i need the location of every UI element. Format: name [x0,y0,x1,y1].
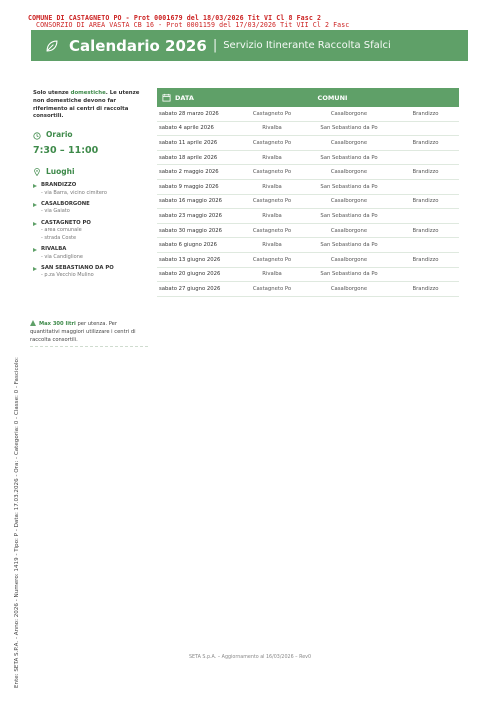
capacity-note: Max 300 litri per utenza. Per quantitativi maggiori utilizzare i centri di raccolta consortili. [30,321,136,343]
place-name: CASALBORGONE [33,201,148,209]
comune-cell: Brandizzo [412,256,439,263]
date-cell: sabato 6 giugno 2026 [159,242,217,249]
triangle-bullet-icon [33,203,37,207]
place-name: BRANDIZZO [33,182,148,190]
place-item [33,246,148,261]
luoghi-heading: Luoghi [33,167,148,178]
title-banner [31,30,468,61]
date-cell: sabato 27 giugno 2026 [159,285,221,292]
place-item [33,265,148,280]
date-cell: sabato 4 aprile 2026 [159,125,214,132]
comune-cell: Casalborgone [330,285,368,292]
comune-cell: Casalborgone [330,110,368,117]
header-data: DATA [157,93,236,102]
table-row [157,282,459,297]
vertical-protocol-stamp: Ente: SETA S.P.A. - Anno: 2026 - Numero: 1419 - Tipo: P - Data: 17.03.2026 - Ora: - Categoria: 0 - Classe: 0 - Fascicolo: [14,357,20,688]
date-cell: sabato 20 giugno 2026 [159,271,221,278]
calendar-icon [162,93,171,102]
comune-cell: Rivalba [262,242,282,249]
date-cell: sabato 28 marzo 2026 [159,110,219,117]
place-item [33,201,148,216]
comune-cell: Castagneto Po [252,198,292,205]
comune-cell: Brandizzo [412,169,439,176]
title-separator: | [212,38,218,53]
comune-cell: Rivalba [262,125,282,132]
table-row [157,209,459,224]
info-column [33,90,148,280]
protocol-stamp-comune: COMUNE DI CASTAGNETO PO - Prot 0001679 del 18/03/2026 Tit VI Cl 8 Fasc 2 [28,14,322,22]
comune-cell: Brandizzo [412,285,439,292]
comune-cell: San Sebastiano da Po [320,125,378,132]
comune-cell: Castagneto Po [252,285,292,292]
place-address: - strada Coste [41,234,77,241]
comune-cell: Brandizzo [412,198,439,205]
place-name: RIVALBA [33,246,148,254]
table-body [157,107,459,297]
warning-icon [30,320,36,326]
table-row [157,224,459,239]
comune-cell: San Sebastiano da Po [320,154,378,161]
table-row [157,268,459,283]
table-row [157,238,459,253]
comune-cell: Brandizzo [412,110,439,117]
triangle-bullet-icon [33,248,37,252]
orario-time: 7:30 – 11:00 [33,145,99,157]
place-address: - via Gaiato [41,208,70,215]
date-cell: sabato 16 maggio 2026 [159,198,223,205]
comune-cell: Casalborgone [330,256,368,263]
orario-heading: Orario [33,130,148,141]
comune-cell: San Sebastiano da Po [320,271,378,278]
table-header [157,88,459,107]
triangle-bullet-icon [33,267,37,271]
page-title: Calendario 2026 [69,36,207,55]
comune-cell: Castagneto Po [252,110,292,117]
note-divider [30,346,148,347]
comune-cell: Rivalba [262,212,282,219]
schedule-table [157,88,459,297]
protocol-stamp-consorzio: CONSORZIO DI AREA VASTA CB 16 - Prot 0001159 del 17/03/2026 Tit VII Cl 2 Fasc [36,21,350,29]
place-name: SAN SEBASTIANO DA PO [33,265,148,273]
comune-cell: Rivalba [262,183,282,190]
triangle-bullet-icon [33,184,37,188]
comune-cell: Casalborgone [330,198,368,205]
comune-cell: Castagneto Po [252,169,292,176]
comune-cell: Casalborgone [330,169,368,176]
table-row [157,195,459,210]
table-row [157,107,459,122]
comune-cell: Brandizzo [412,139,439,146]
place-item [33,220,148,242]
comune-cell: San Sebastiano da Po [320,242,378,249]
footer-text: SETA S.p.A. – Aggiornamento al 16/03/2026 – Rev0 [188,655,312,660]
comune-cell: Castagneto Po [252,227,292,234]
table-row [157,165,459,180]
place-name: CASTAGNETO PO [33,220,148,228]
comune-cell: San Sebastiano da Po [320,183,378,190]
table-row [157,180,459,195]
clock-icon [33,132,41,140]
date-cell: sabato 30 maggio 2026 [159,227,223,234]
date-cell: sabato 11 aprile 2026 [159,139,218,146]
comune-cell: Rivalba [262,154,282,161]
comune-cell: Castagneto Po [252,256,292,263]
triangle-bullet-icon [33,222,37,226]
table-row [157,253,459,268]
table-row [157,122,459,137]
date-cell: sabato 18 aprile 2026 [159,154,218,161]
location-pin-icon [33,168,41,176]
leaf-icon [45,39,59,53]
place-address: - via Candiglione [41,253,83,260]
page-subtitle: Servizio Itinerante Raccolta Sfalci [223,40,391,51]
date-cell: sabato 13 giugno 2026 [159,256,221,263]
date-cell: sabato 2 maggio 2026 [159,169,219,176]
comune-cell: Casalborgone [330,139,368,146]
table-row [157,151,459,166]
place-address: - via Barra, vicino cimitero [41,189,107,196]
place-item [33,182,148,197]
table-row [157,136,459,151]
intro-text: Solo utenze domestiche. Le utenze non domestiche devono far riferimento ai centri di raccolta consortili. [33,90,140,120]
date-cell: sabato 9 maggio 2026 [159,183,219,190]
header-comuni: COMUNI [317,93,348,102]
comune-cell: Brandizzo [412,227,439,234]
place-address: - area comunale [41,227,82,234]
date-cell: sabato 23 maggio 2026 [159,212,223,219]
comune-cell: Castagneto Po [252,139,292,146]
places-list [33,182,148,280]
comune-cell: Rivalba [262,271,282,278]
place-address: - p.za Vecchio Mulino [41,272,94,279]
comune-cell: Casalborgone [330,227,368,234]
comune-cell: San Sebastiano da Po [320,212,378,219]
